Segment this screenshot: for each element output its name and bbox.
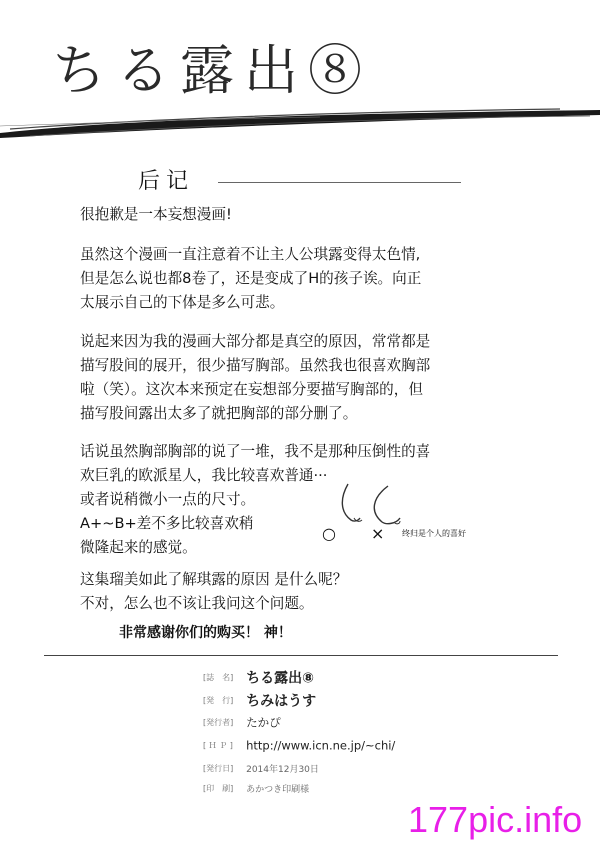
paragraph-question (80, 568, 347, 616)
colophon-value: たかぴ (246, 715, 281, 730)
good-mark: ○ (322, 524, 336, 543)
colophon-row-printer (203, 778, 309, 797)
afterword-heading: 后记 (138, 169, 195, 194)
colophon-row-publisher (203, 690, 316, 709)
colophon-value: ちみはうす (246, 693, 317, 710)
preference-note: 终归是个人的喜好 (402, 529, 466, 538)
paragraph-series (80, 243, 421, 315)
text-line: 欢巨乳的欧派星人，我比较喜欢普通··· (80, 467, 328, 484)
text-line: 虽然这个漫画一直注意着不让主人公琪露变得太色情, (80, 246, 421, 263)
homepage-link[interactable]: http://www.icn.ne.jp/~chi/ (246, 738, 396, 753)
page-title: ちる露出⑧ (52, 39, 372, 102)
text-line: 不对，怎么也不该让我问这个问题。 (80, 595, 314, 612)
text-line: 话说虽然胸部胸部的说了一堆，我不是那种压倒性的喜 (80, 443, 431, 460)
text-line: 这集瑠美如此了解琪露的原因 是什么呢？ (80, 571, 348, 588)
text-line: 很抱歉是一本妄想漫画! (80, 206, 232, 223)
text-line: 或者说稍微小一点的尺寸。 (80, 491, 256, 508)
colophon-divider (44, 655, 558, 656)
colophon-value: ちる露出⑧ (246, 670, 314, 687)
text-line: 啦（笑）。这次本来预定在妄想部分要描写胸部的，但 (80, 381, 423, 398)
colophon-value: あかつき印刷様 (246, 785, 310, 795)
text-line: A+~B+差不多比较喜欢稍 (80, 515, 254, 532)
colophon-label: [印 刷] (203, 784, 234, 793)
thanks-line: 非常感谢你们的购买！ 神！ (119, 625, 292, 641)
colophon-label: [発行日] (203, 764, 234, 773)
colophon-label: [発 行] (203, 696, 234, 705)
colophon-value: 2014年12月30日 (246, 765, 319, 775)
text-line: 但是怎么说也都8卷了，还是变成了H的孩子诶。向正 (80, 270, 422, 287)
paragraph-apology (80, 203, 232, 227)
paragraph-chest (80, 330, 430, 426)
text-line: 太展示自己的下体是多么可悲。 (80, 294, 285, 311)
colophon-row-issuer (203, 712, 281, 731)
colophon-row-magazine (203, 667, 314, 686)
text-line: 说起来因为我的漫画大部分都是真空的原因，常常都是 (80, 333, 431, 350)
site-watermark: 177pic.info (408, 799, 583, 840)
text-line: 描写股间的展开，很少描写胸部。虽然我也很喜欢胸部 (80, 357, 431, 374)
brush-stroke (0, 96, 600, 140)
text-line: 描写股间露出太多了就把胸部的部分删了。 (80, 405, 358, 422)
colophon-label: [ Ｈ Ｐ ] (203, 741, 233, 750)
text-line: 微隆起来的感觉。 (80, 539, 197, 556)
heading-rule (218, 182, 461, 183)
bad-mark: × (371, 524, 385, 543)
colophon-row-homepage (203, 735, 395, 754)
colophon-label: [誌 名] (203, 673, 234, 682)
colophon-row-date (203, 758, 319, 777)
colophon-label: [発行者] (203, 718, 234, 727)
